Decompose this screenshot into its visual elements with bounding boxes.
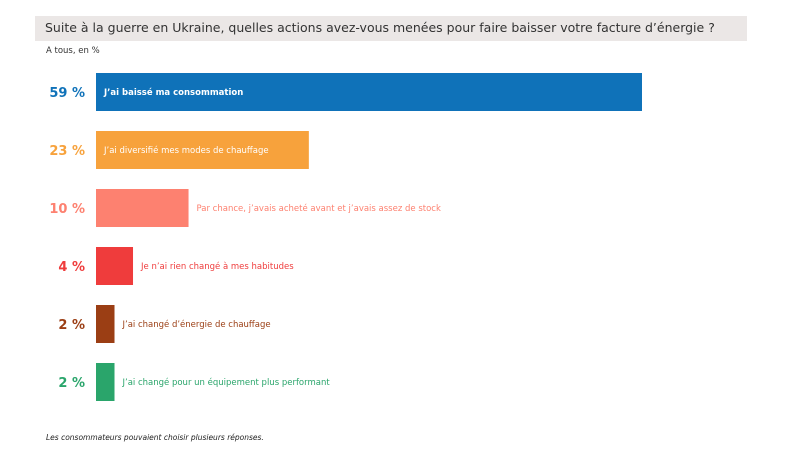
value-label-2: 10 % [49,202,85,217]
chart-footnote: Les consommateurs pouvaient choisir plusieurs réponses. [46,433,264,442]
bar-2 [96,189,189,227]
value-label-0: 59 % [49,86,85,101]
value-label-4: 2 % [58,318,85,333]
chart-title: Suite à la guerre en Ukraine, quelles actions avez-vous menées pour faire baisser votre facture d’énergie ? [45,20,715,35]
value-label-3: 4 % [58,260,85,275]
bar-3 [96,247,133,285]
value-label-1: 23 % [49,144,85,159]
category-label-0: J’ai baissé ma consommation [104,88,244,98]
category-label-5: J’ai changé pour un équipement plus performant [122,378,330,388]
value-label-5: 2 % [58,376,85,391]
chart-subtitle: A tous, en % [46,46,100,56]
bar-4 [96,305,115,343]
category-label-1: J’ai diversifié mes modes de chauffage [104,146,269,156]
bar-5 [96,363,115,401]
category-label-2: Par chance, j’avais acheté avant et j’avais assez de stock [196,204,441,214]
category-label-4: J’ai changé d’énergie de chauffage [122,320,271,330]
category-label-3: Je n’ai rien changé à mes habitudes [141,262,294,272]
